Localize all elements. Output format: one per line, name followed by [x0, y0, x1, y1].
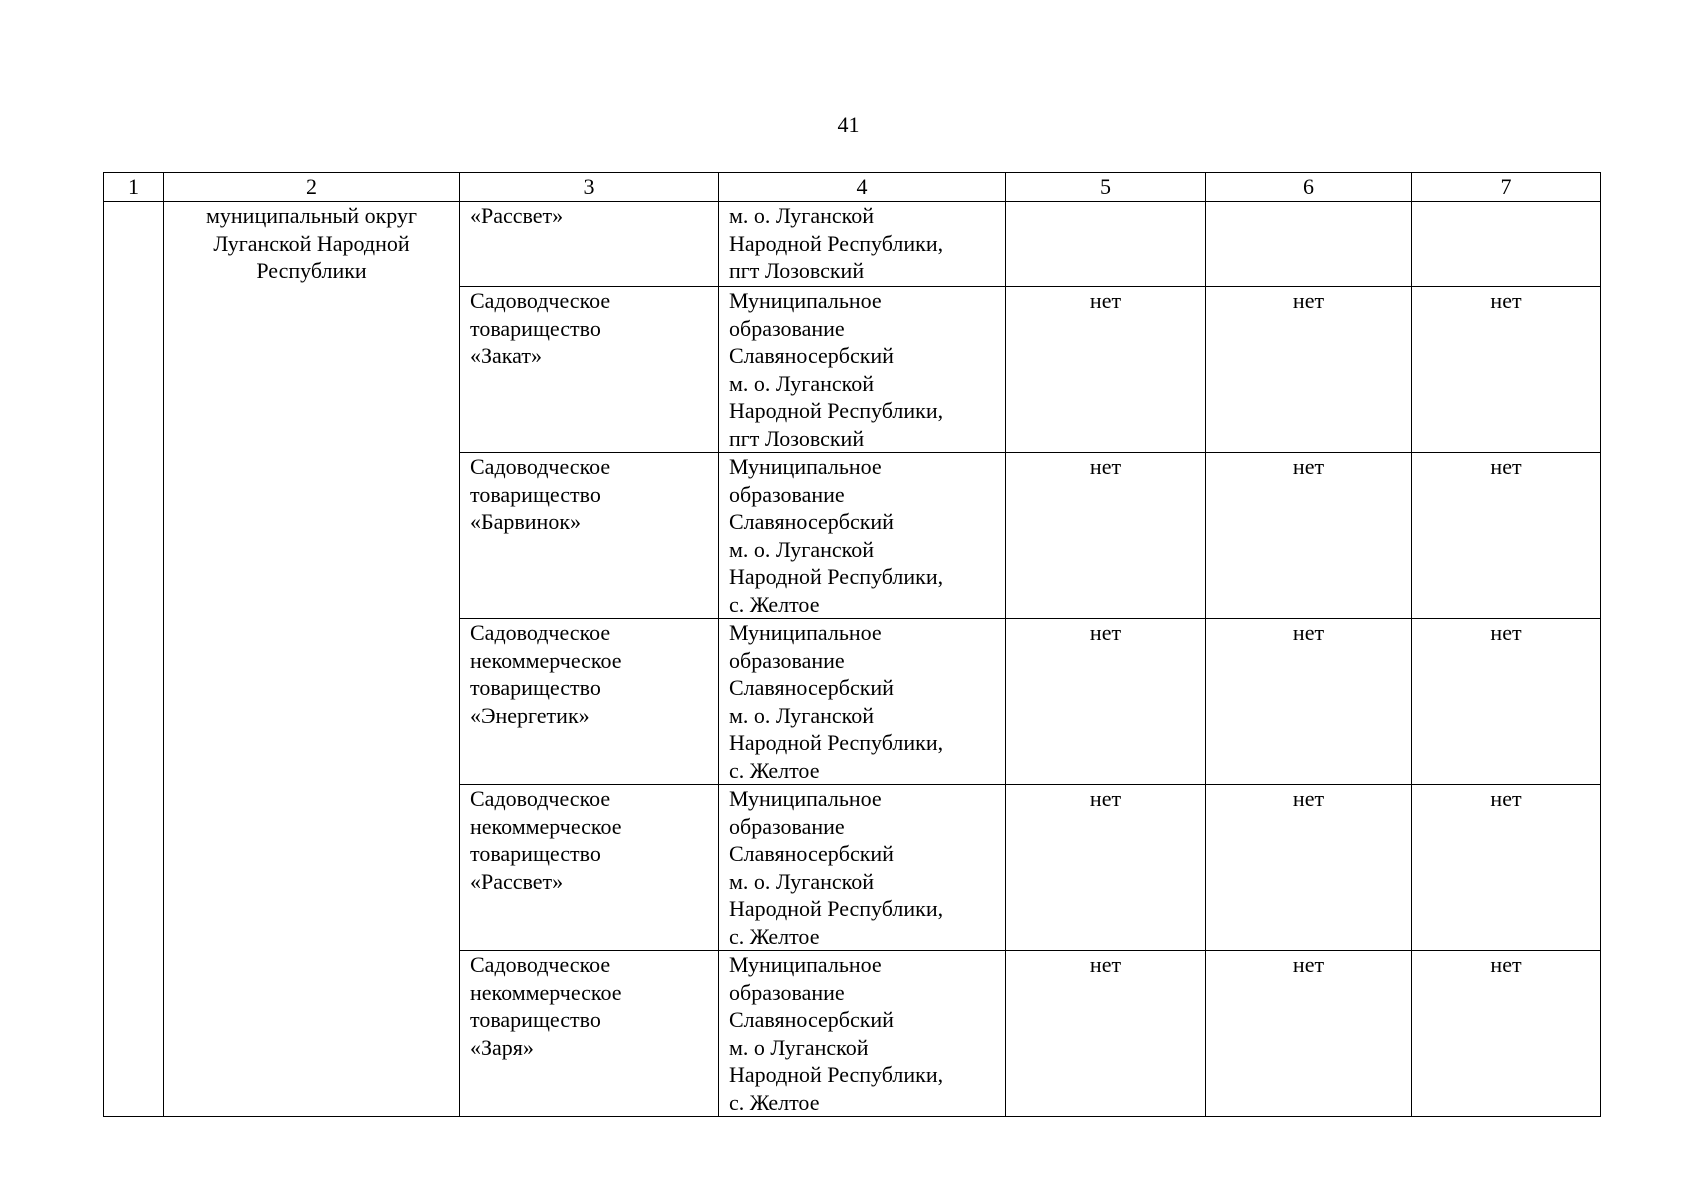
- data-table: [103, 172, 1601, 1117]
- col6-cell: [1206, 202, 1412, 287]
- col7-cell: нет: [1412, 287, 1601, 453]
- header-cell-2: 2: [164, 173, 460, 202]
- location-cell: Муниципальное образование Славяносербский м. о. Луганской Народной Республики, с. Желтое: [719, 619, 1006, 785]
- header-cell-4: 4: [719, 173, 1006, 202]
- table-row: [104, 202, 1601, 287]
- location-cell: Муниципальное образование Славяносербский м. о Луганской Народной Республики, с. Желтое: [719, 951, 1006, 1117]
- col5-cell: нет: [1006, 453, 1206, 619]
- col5-cell: нет: [1006, 619, 1206, 785]
- col5-cell: [1006, 202, 1206, 287]
- header-cell-7: 7: [1412, 173, 1601, 202]
- col5-cell: нет: [1006, 951, 1206, 1117]
- header-cell-1: 1: [104, 173, 164, 202]
- col6-cell: нет: [1206, 619, 1412, 785]
- row-number-cell: [104, 202, 164, 1117]
- organization-name-cell: Садоводческое товарищество «Барвинок»: [460, 453, 719, 619]
- page-number: 41: [837, 112, 860, 137]
- location-cell: Муниципальное образование Славяносербский м. о. Луганской Народной Республики, с. Желтое: [719, 785, 1006, 951]
- col7-cell: нет: [1412, 453, 1601, 619]
- col7-cell: нет: [1412, 619, 1601, 785]
- municipality-cell: муниципальный округ Луганской Народной Республики: [164, 202, 460, 1117]
- col5-cell: нет: [1006, 785, 1206, 951]
- col7-cell: нет: [1412, 785, 1601, 951]
- header-cell-5: 5: [1006, 173, 1206, 202]
- col7-cell: нет: [1412, 951, 1601, 1117]
- col7-cell: [1412, 202, 1601, 287]
- col6-cell: нет: [1206, 287, 1412, 453]
- organization-name-cell: Садоводческое некоммерческое товарищество «Заря»: [460, 951, 719, 1117]
- location-cell: Муниципальное образование Славяносербский м. о. Луганской Народной Республики, пгт Лозовский: [719, 287, 1006, 453]
- location-cell: Муниципальное образование Славяносербский м. о. Луганской Народной Республики, с. Желтое: [719, 453, 1006, 619]
- organization-name-cell: Садоводческое некоммерческое товарищество «Энергетик»: [460, 619, 719, 785]
- col6-cell: нет: [1206, 453, 1412, 619]
- col6-cell: нет: [1206, 785, 1412, 951]
- header-cell-3: 3: [460, 173, 719, 202]
- col5-cell: нет: [1006, 287, 1206, 453]
- col6-cell: нет: [1206, 951, 1412, 1117]
- location-cell: м. о. Луганской Народной Республики, пгт Лозовский: [719, 202, 1006, 287]
- organization-name-cell: Садоводческое некоммерческое товарищество «Рассвет»: [460, 785, 719, 951]
- organization-name-cell: «Рассвет»: [460, 202, 719, 287]
- organization-name-cell: Садоводческое товарищество «Закат»: [460, 287, 719, 453]
- header-cell-6: 6: [1206, 173, 1412, 202]
- header-row: [104, 173, 1601, 202]
